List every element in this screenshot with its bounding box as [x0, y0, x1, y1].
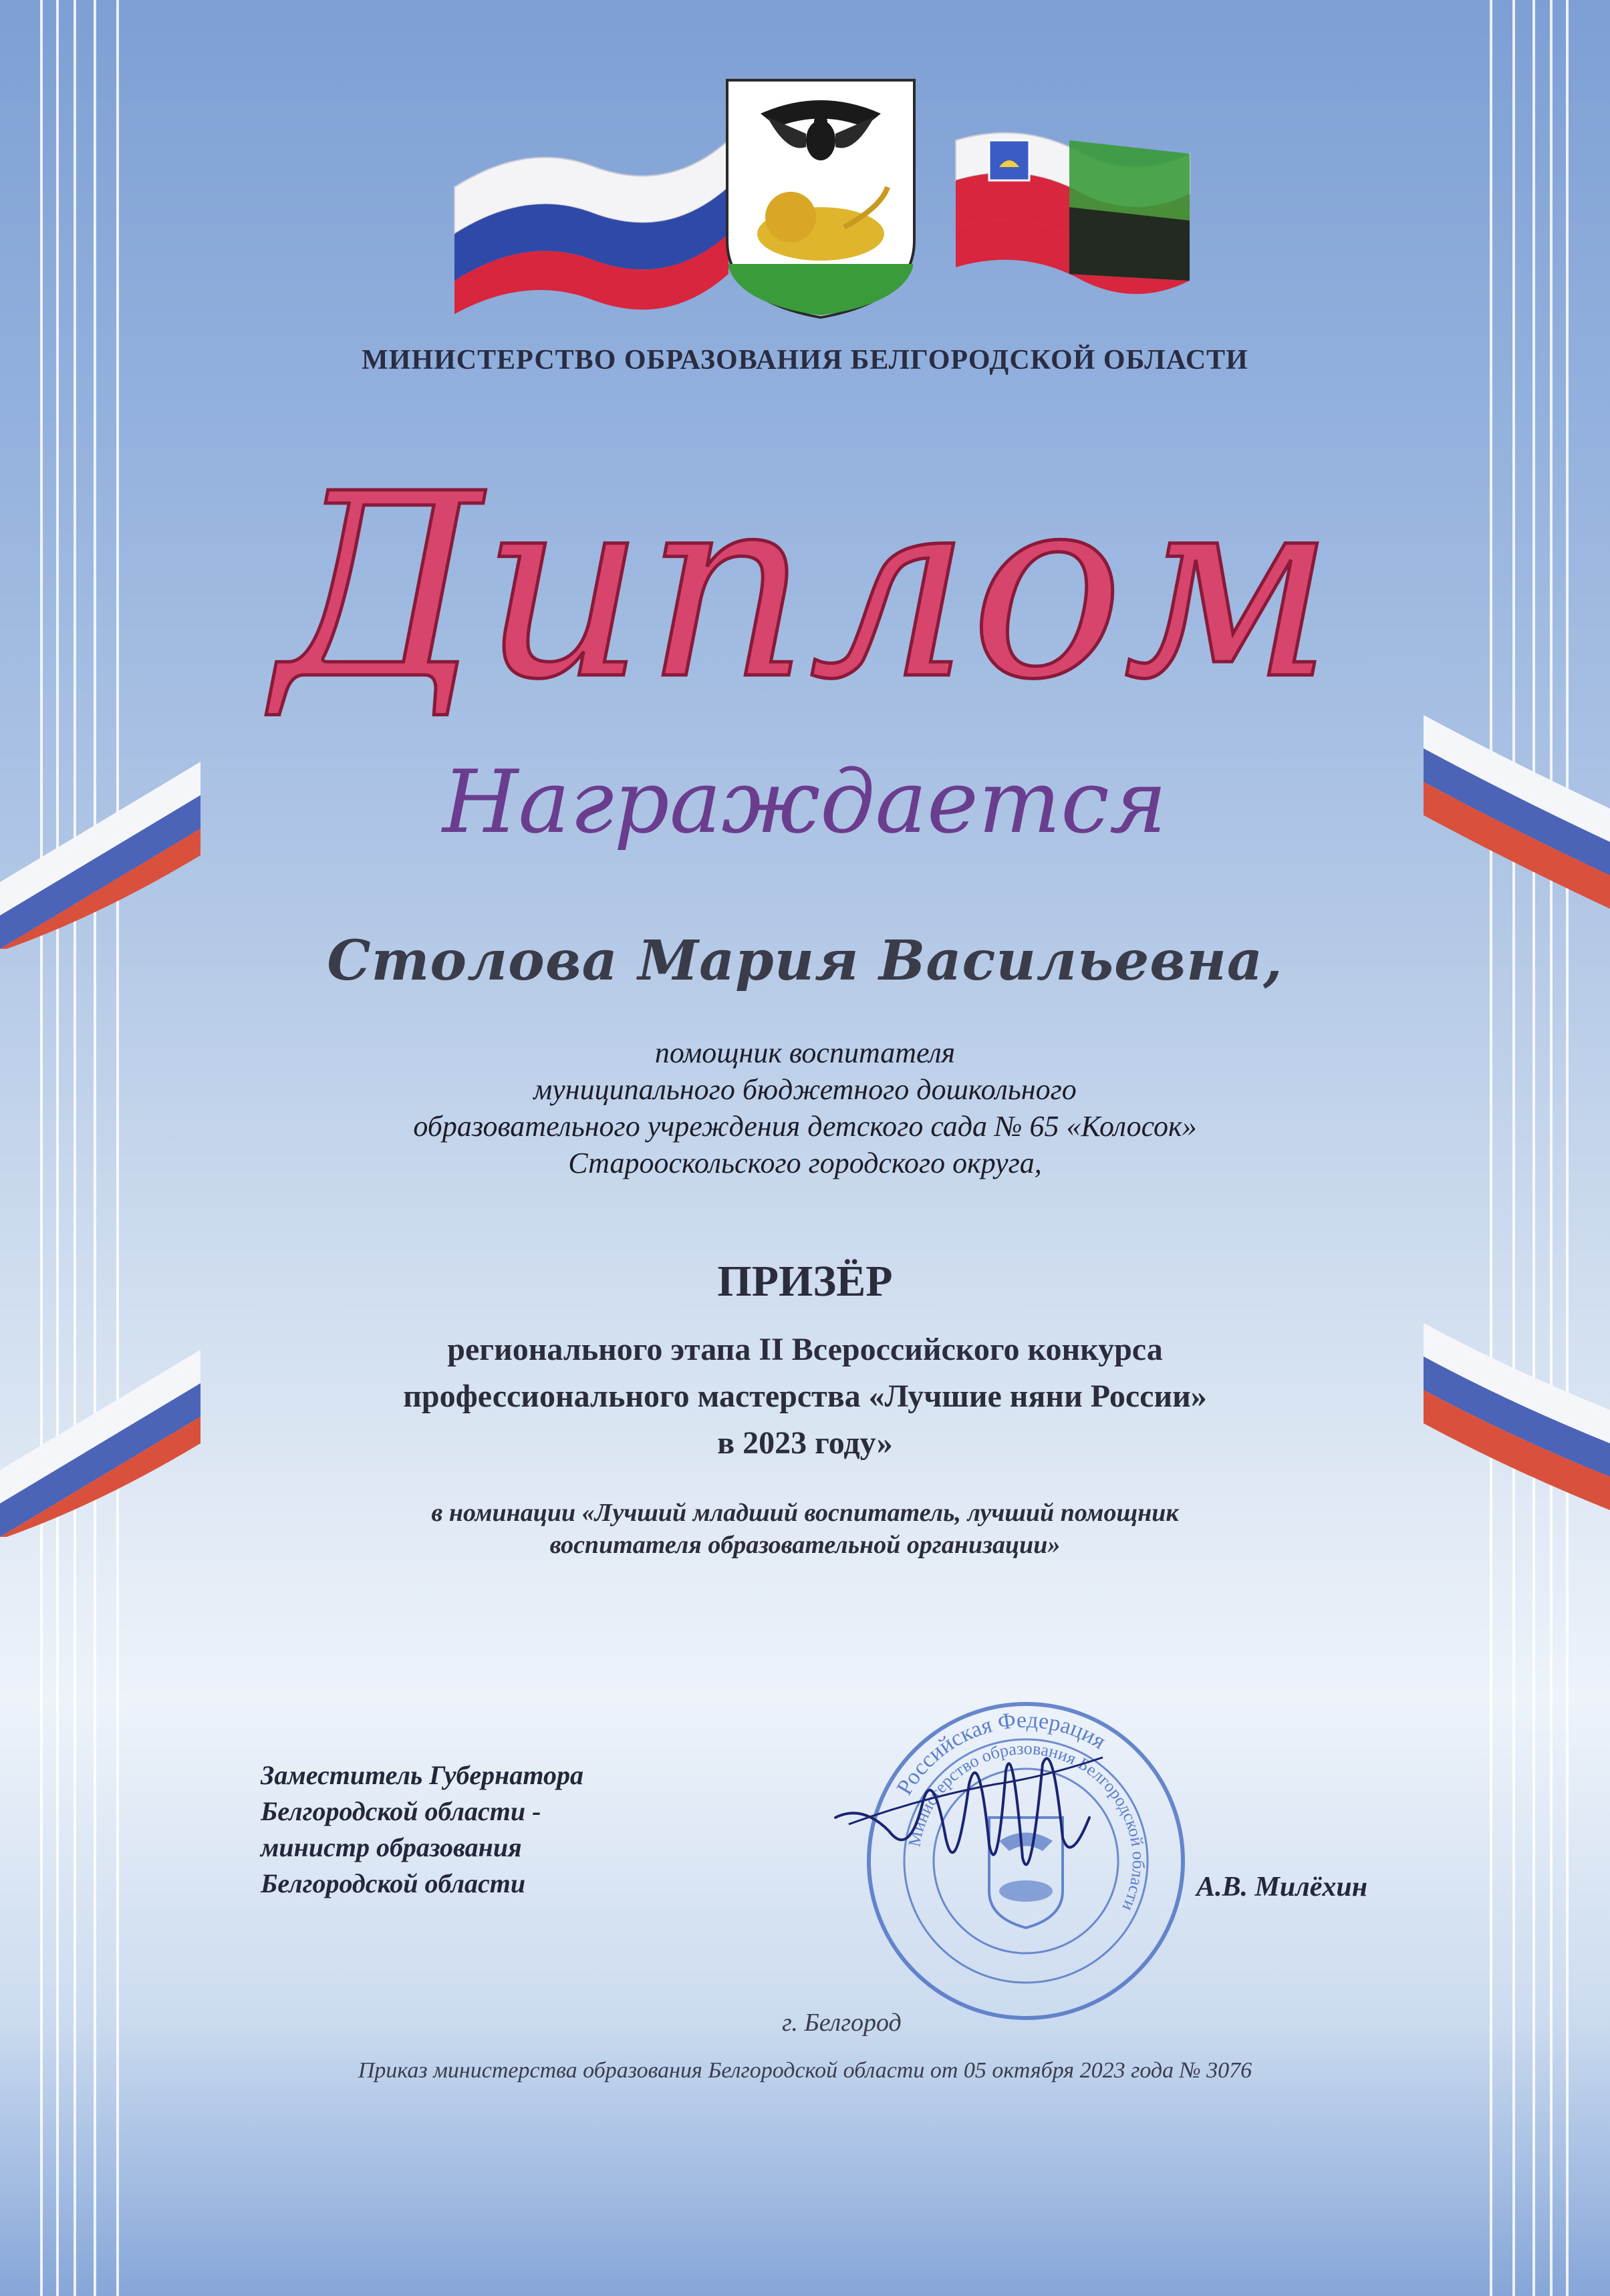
city-label: г. Белгород: [782, 2009, 902, 2037]
belgorod-coat-of-arms-icon: [720, 74, 921, 321]
nomination-line: в номинации «Лучший младший воспитатель, лучший помощник: [431, 1499, 1179, 1527]
contest-line: профессионального мастерства «Лучшие няни России»: [403, 1379, 1207, 1414]
position-line: помощник воспитателя: [654, 1036, 956, 1069]
contest-line: регионального этапа II Всероссийского конкурса: [447, 1332, 1163, 1367]
position-line: муниципального бюджетного дошкольного: [533, 1073, 1077, 1106]
position-line: образовательного учреждения детского сада № 65 «Колосок»: [413, 1110, 1197, 1143]
signatory-title-line: Заместитель Губернатора: [261, 1760, 583, 1790]
signatory-title-line: Белгородской области: [261, 1868, 526, 1898]
contest-line: в 2023 году»: [717, 1425, 893, 1461]
nomination: [0, 1497, 1610, 1561]
awarded-text: Награждается: [442, 751, 1168, 853]
diploma-title: [0, 361, 1610, 735]
order-reference: Приказ министерства образования Белгородской области от 05 октября 2023 года № 3076: [358, 2058, 1252, 2083]
stamp-inner-text: Министерство образования Белгородской области: [904, 1738, 1149, 1914]
stamp-outer-text: Российская Федерация: [892, 1707, 1110, 1800]
signatory-title: [261, 1757, 583, 1902]
awarded-heading: [0, 738, 1610, 859]
handwritten-signature-icon: [822, 1724, 1116, 1911]
position-line: Старооскольского городского округа,: [568, 1147, 1042, 1179]
nomination-line: воспитателя образовательной организации»: [549, 1531, 1061, 1559]
signatory-title-line: Белгородской области -: [261, 1796, 541, 1826]
recipient-name: Столова Мария Васильевна,: [327, 929, 1283, 993]
award-status: ПРИЗЁР: [717, 1257, 893, 1306]
signatory-title-line: министр образования: [261, 1832, 522, 1862]
ministry-title: МИНИСТЕРСТВО ОБРАЗОВАНИЯ БЕЛГОРОДСКОЙ ОБЛАСТИ: [362, 345, 1248, 376]
diploma-title-text: Диплом: [275, 439, 1335, 735]
recipient-position: [0, 1034, 1610, 1181]
contest-description: [0, 1326, 1610, 1467]
signatory-name: А.В. Милёхин: [1196, 1872, 1368, 1902]
